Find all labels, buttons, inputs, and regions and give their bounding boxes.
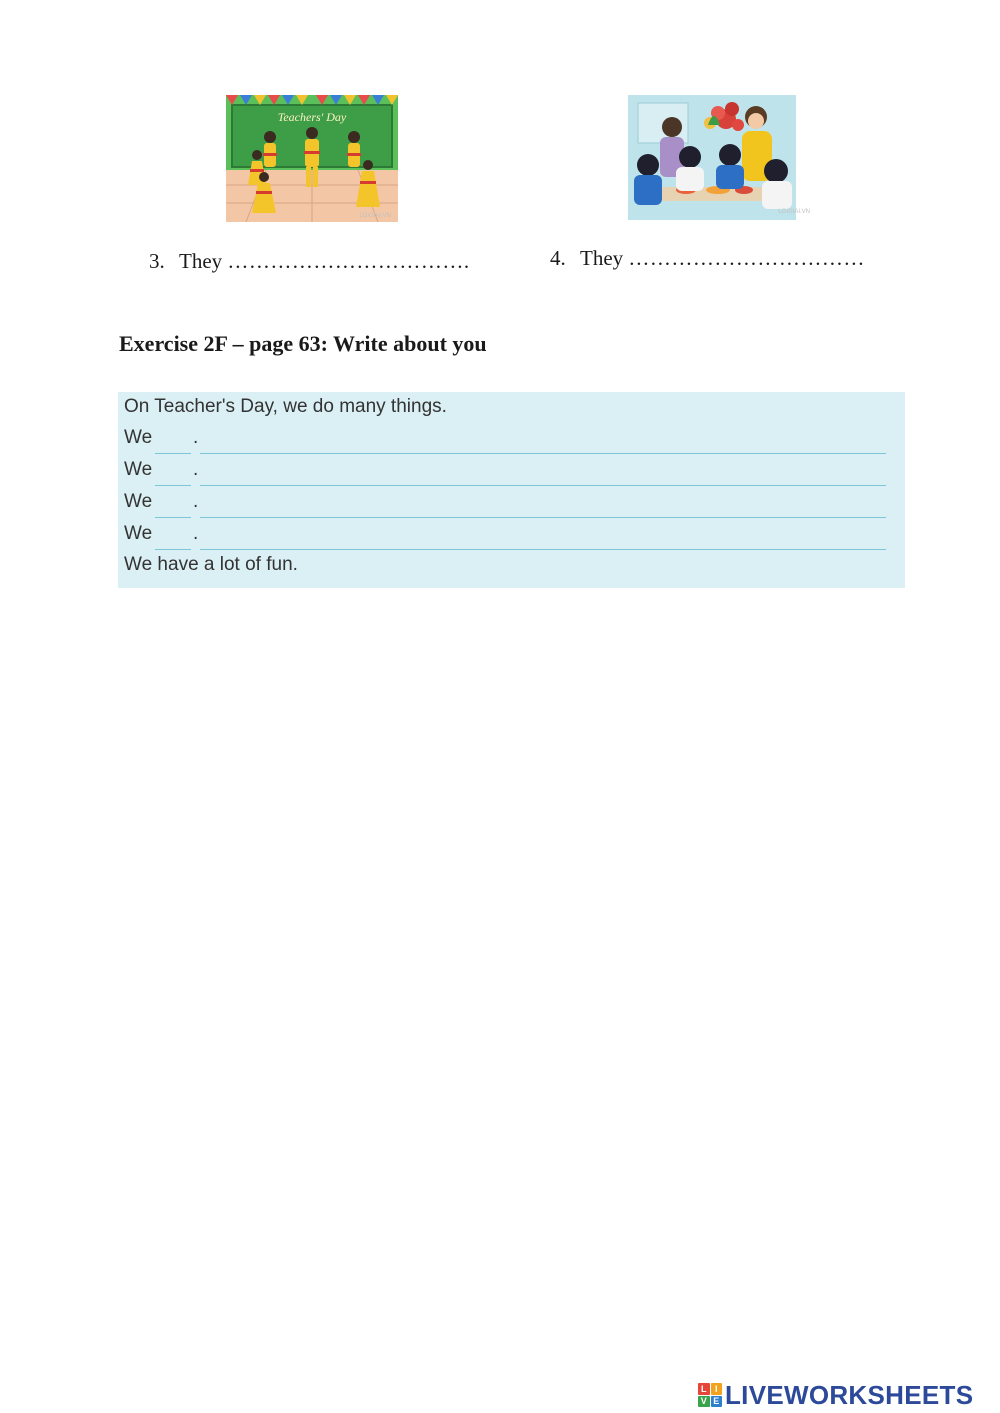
intro-line [124,396,889,424]
verb-blank-2[interactable] [155,459,191,486]
question-subject: They [179,249,223,273]
answer-line-2 [124,459,889,487]
answer-line-3 [124,491,889,519]
verb-blank-4[interactable] [155,523,191,550]
image-watermark: LOIGIAI.VN [359,213,391,219]
exercise-heading: Exercise 2F – page 63: Write about you [119,331,487,356]
line-period: . [193,491,199,512]
logo-mark-letter: L [698,1383,710,1395]
write-about-you-box [118,392,905,588]
answer-dotted-line[interactable]: ……………………………. [227,249,470,273]
students-teachers-flowers-picture [628,95,810,220]
line-prefix: We [124,523,153,544]
answer-line-4 [124,523,889,551]
logo-mark-icon [698,1383,722,1407]
line-prefix: We [124,491,153,512]
verb-blank-3[interactable] [155,491,191,518]
image-watermark: LOIGIAI.VN [778,209,810,215]
answer-blank-3[interactable] [200,491,886,518]
line-period: . [193,459,199,480]
closing-line [124,554,889,582]
verb-blank-1[interactable] [155,427,191,454]
logo-mark-letter: V [698,1396,710,1408]
answer-blank-2[interactable] [200,459,886,486]
closing-text: We have a lot of fun. [124,554,298,575]
logo-mark-letter: I [711,1383,723,1395]
question-number: 4. [550,246,566,270]
logo-mark-letter: E [711,1396,723,1408]
liveworksheets-logo [698,1380,973,1410]
teachers-day-dance-picture [226,95,398,222]
answer-blank-1[interactable] [200,427,886,454]
logo-text: LIVEWORKSHEETS [725,1379,974,1410]
answer-dotted-line[interactable]: …………………………… [628,246,865,270]
answer-line-1 [124,427,889,455]
line-period: . [193,523,199,544]
intro-text: On Teacher's Day, we do many things. [124,396,447,417]
line-prefix: We [124,459,153,480]
answer-blank-4[interactable] [200,523,886,550]
line-prefix: We [124,427,153,448]
question-3 [149,249,470,274]
question-number: 3. [149,249,165,273]
image-caption: Teachers' Day [277,110,347,124]
question-4 [550,246,865,271]
question-subject: They [580,246,624,270]
line-period: . [193,427,199,448]
